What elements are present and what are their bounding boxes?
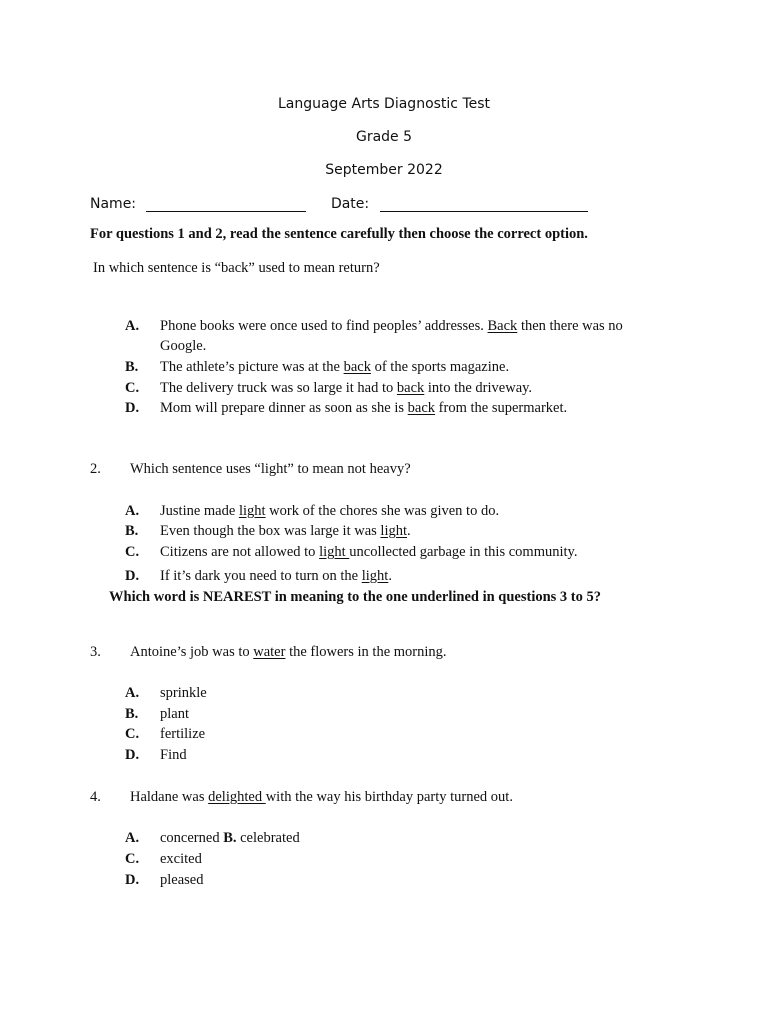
question-text: Haldane was <box>130 789 209 805</box>
option-text: of the sports magazine. <box>370 359 510 375</box>
name-date-row <box>90 195 588 212</box>
q1-option-a-letter: A. <box>125 318 140 334</box>
q2-option-d-letter: D. <box>125 568 140 584</box>
q1-option-c[interactable] <box>160 380 532 397</box>
q4-option-c-letter: C. <box>125 851 140 867</box>
question-text: the flowers in the morning. <box>285 644 447 660</box>
underlined-word: light <box>319 544 350 560</box>
underlined-word: delighted <box>208 789 266 805</box>
q1-option-d-letter: D. <box>125 400 140 416</box>
question-text: with the way his birthday party turned out. <box>265 789 513 805</box>
test-date: September 2022 <box>325 162 443 178</box>
q1-option-c-letter: C. <box>125 380 140 396</box>
question-4-number: 4. <box>90 789 101 805</box>
q1-option-a[interactable] <box>160 318 623 335</box>
q3-option-b-letter: B. <box>125 706 139 722</box>
q4-option-d-letter: D. <box>125 872 140 888</box>
underlined-word: back <box>407 400 436 416</box>
option-text: concerned <box>160 830 220 846</box>
q1-option-a-continued: Google. <box>160 338 207 354</box>
question-3-number: 3. <box>90 644 101 660</box>
section2-instruction: Which word is NEAREST in meaning to the one underlined in questions 3 to 5? <box>109 589 602 605</box>
q1-option-d[interactable] <box>160 400 567 417</box>
option-text: . <box>407 523 411 539</box>
option-text: Even though the box was large it was <box>160 523 381 539</box>
underlined-word: light <box>238 503 266 519</box>
option-text: from the supermarket. <box>435 400 568 416</box>
q4-option-a-b[interactable] <box>160 830 300 847</box>
date-label: Date: <box>330 196 370 212</box>
test-title: Language Arts Diagnostic Test <box>277 96 491 112</box>
question-2-text: Which sentence uses “light” to mean not heavy? <box>130 461 411 477</box>
q1-option-b[interactable] <box>160 359 509 376</box>
q2-option-c-letter: C. <box>125 544 140 560</box>
question-1-text: In which sentence is “back” used to mean return? <box>93 260 380 276</box>
option-text: celebrated <box>240 830 300 846</box>
q3-option-a-letter: A. <box>125 685 140 701</box>
q3-option-c-letter: C. <box>125 726 140 742</box>
underlined-word: water <box>253 644 286 660</box>
question-4-text <box>130 789 513 806</box>
section1-instruction: For questions 1 and 2, read the sentence carefully then choose the correct option. <box>90 226 588 242</box>
q3-option-d[interactable]: Find <box>160 747 187 763</box>
option-text: The delivery truck was so large it had to <box>160 380 397 396</box>
q4-option-a-letter: A. <box>125 830 140 846</box>
q4-option-c[interactable]: excited <box>160 851 202 867</box>
q2-option-c[interactable] <box>160 544 577 561</box>
option-text: Citizens are not allowed to <box>160 544 320 560</box>
option-text: . <box>388 568 392 584</box>
name-blank[interactable] <box>146 195 306 212</box>
underlined-word: back <box>396 380 425 396</box>
grade-label: Grade 5 <box>355 129 413 145</box>
question-2-number: 2. <box>90 461 101 477</box>
date-blank[interactable] <box>380 195 588 212</box>
underlined-word: light <box>380 523 408 539</box>
option-text: Justine made <box>160 503 239 519</box>
option-text: If it’s dark you need to turn on the <box>160 568 362 584</box>
q4-option-d[interactable]: pleased <box>160 872 204 888</box>
option-text: Phone books were once used to find peoples’ addresses. <box>160 318 488 334</box>
q2-option-a[interactable] <box>160 503 499 520</box>
q3-option-c[interactable]: fertilize <box>160 726 206 742</box>
q1-option-b-letter: B. <box>125 359 139 375</box>
question-3-text <box>130 644 447 661</box>
question-text: Antoine’s job was to <box>130 644 254 660</box>
option-text: then there was no <box>517 318 623 334</box>
option-text: work of the chores she was given to do. <box>265 503 500 519</box>
q3-option-a[interactable]: sprinkle <box>160 685 207 701</box>
underlined-word: Back <box>487 318 518 334</box>
option-text: The athlete’s picture was at the <box>160 359 344 375</box>
underlined-word: back <box>343 359 371 375</box>
option-text: uncollected garbage in this community. <box>349 544 578 560</box>
q2-option-d[interactable] <box>160 568 392 585</box>
option-text: into the driveway. <box>424 380 533 396</box>
q2-option-a-letter: A. <box>125 503 140 519</box>
q3-option-b[interactable]: plant <box>160 706 189 722</box>
name-label: Name: <box>90 196 137 212</box>
option-letter: B. <box>223 830 237 846</box>
option-text: Mom will prepare dinner as soon as she is <box>160 400 408 416</box>
q2-option-b[interactable] <box>160 523 411 540</box>
q2-option-b-letter: B. <box>125 523 139 539</box>
q3-option-d-letter: D. <box>125 747 140 763</box>
underlined-word: light <box>361 568 389 584</box>
